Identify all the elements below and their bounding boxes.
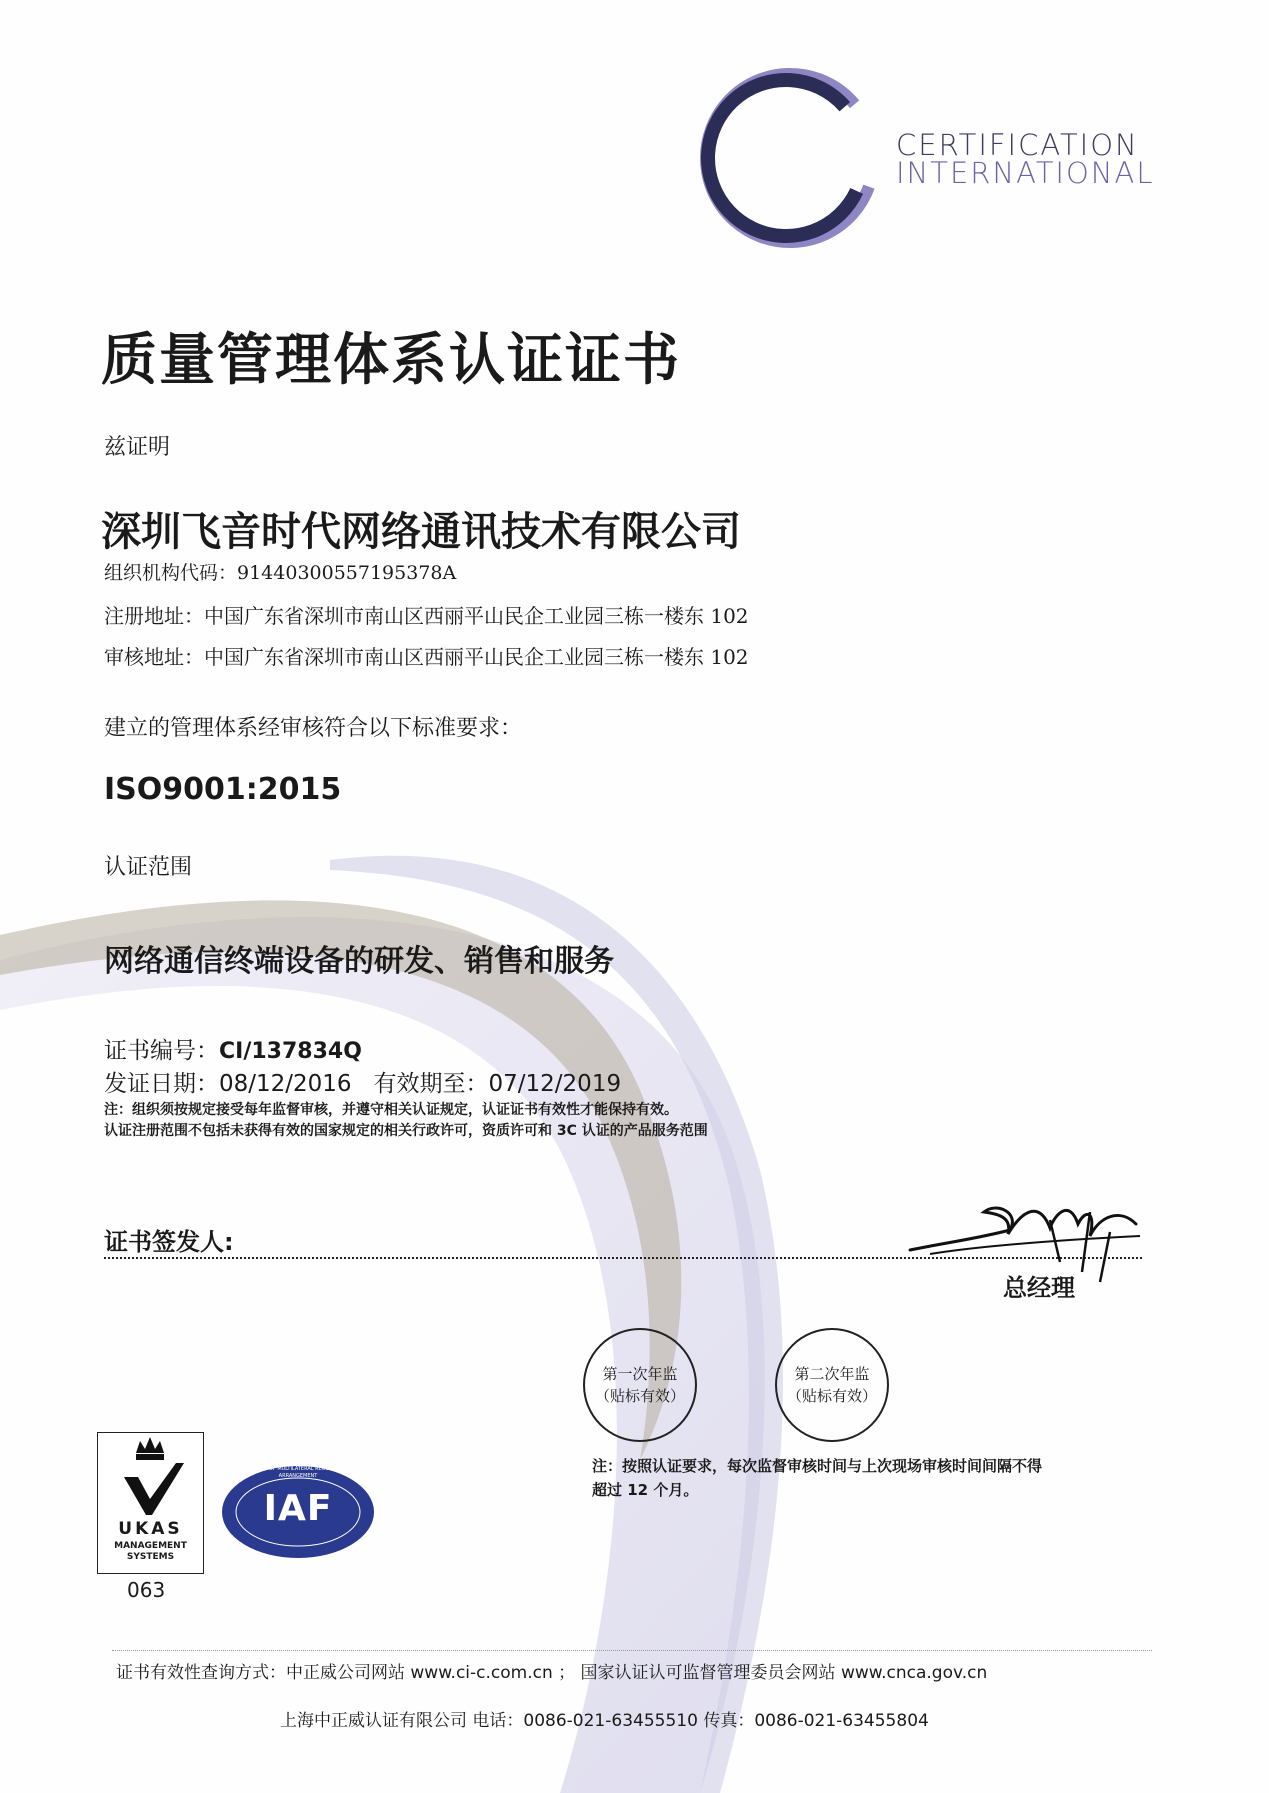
issue-date: 08/12/2016 — [219, 1071, 352, 1097]
cert-number: CI/137834Q — [219, 1039, 362, 1064]
iaf-name: IAF — [263, 1488, 333, 1529]
audit-note-line1: 注：按照认证要求，每次监督审核时间与上次现场审核时间间隔不得 — [592, 1457, 1043, 1475]
signer-label: 证书签发人: — [104, 1228, 234, 1256]
first-annual-audit-circle — [583, 1328, 697, 1442]
note-line2: 认证注册范围不包括未获得有效的国家规定的相关行政许可，资质许可和 3C 认证的产品服务范围 — [104, 1123, 708, 1139]
ukas-name: UKAS — [118, 1519, 183, 1539]
cert-number-label: 证书编号： — [104, 1038, 219, 1064]
logo-line2: INTERNATIONAL — [896, 156, 1155, 190]
logo-line1: CERTIFICATION — [896, 128, 1139, 162]
footer-divider — [112, 1650, 1152, 1651]
footer-contact: 上海中正威认证有限公司 电话：0086-021-63455510 传真：0086-021-63455804 — [280, 1711, 929, 1731]
audit-note-line2: 超过 12 个月。 — [592, 1481, 699, 1499]
second-annual-audit-circle — [775, 1328, 889, 1442]
intro-text: 兹证明 — [104, 435, 171, 460]
standard-code: ISO9001:2015 — [104, 772, 342, 807]
date-row — [104, 1065, 621, 1098]
first-audit-label: 第一次年监 — [602, 1365, 678, 1383]
footer-verification: 证书有效性查询方式：中正威公司网站 www.ci-c.com.cn ； 国家认证认可监督管理委员会网站 www.cnca.gov.cn — [116, 1663, 988, 1683]
ukas-number: 063 — [127, 1578, 166, 1602]
note-line1: 注：组织须按规定接受每年监督审核，并遵守相关认证规定，认证证书有效性才能保持有效。 — [104, 1102, 678, 1118]
certification-logo-ring — [690, 58, 890, 258]
ukas-sub2: SYSTEMS — [126, 1552, 175, 1562]
second-audit-sub: （贴标有效） — [786, 1387, 877, 1405]
valid-until-date: 07/12/2019 — [488, 1071, 622, 1097]
cert-number-row — [104, 1032, 362, 1065]
scope-text: 网络通信终端设备的研发、销售和服务 — [104, 944, 614, 979]
company-name: 深圳飞音时代网络通讯技术有限公司 — [101, 509, 741, 555]
signer-title: 总经理 — [1003, 1274, 1075, 1302]
issue-date-label: 发证日期： — [104, 1071, 219, 1097]
first-audit-sub: （贴标有效） — [594, 1387, 685, 1405]
certificate-title: 质量管理体系认证证书 — [101, 328, 681, 393]
registered-address: 注册地址：中国广东省深圳市南山区西丽平山民企工业园三栋一楼东 102 — [104, 604, 749, 628]
audit-address: 审核地址：中国广东省深圳市南山区西丽平山民企工业园三栋一楼东 102 — [104, 645, 749, 669]
scope-label: 认证范围 — [104, 855, 193, 880]
valid-until-label: 有效期至： — [373, 1071, 489, 1097]
ukas-logo — [97, 1432, 204, 1574]
second-audit-label: 第二次年监 — [794, 1365, 870, 1383]
ukas-sub1: MANAGEMENT — [114, 1541, 187, 1551]
iaf-ring-text: MEMBER OF MULTILATERAL RECOGNITION ARRANGEMENT — [245, 1466, 351, 1479]
org-code: 组织机构代码：91440300557195378A — [104, 562, 457, 584]
ukas-crown-check-icon — [98, 1433, 203, 1523]
standard-intro: 建立的管理体系经审核符合以下标准要求： — [104, 716, 523, 741]
iaf-logo — [220, 1464, 376, 1560]
